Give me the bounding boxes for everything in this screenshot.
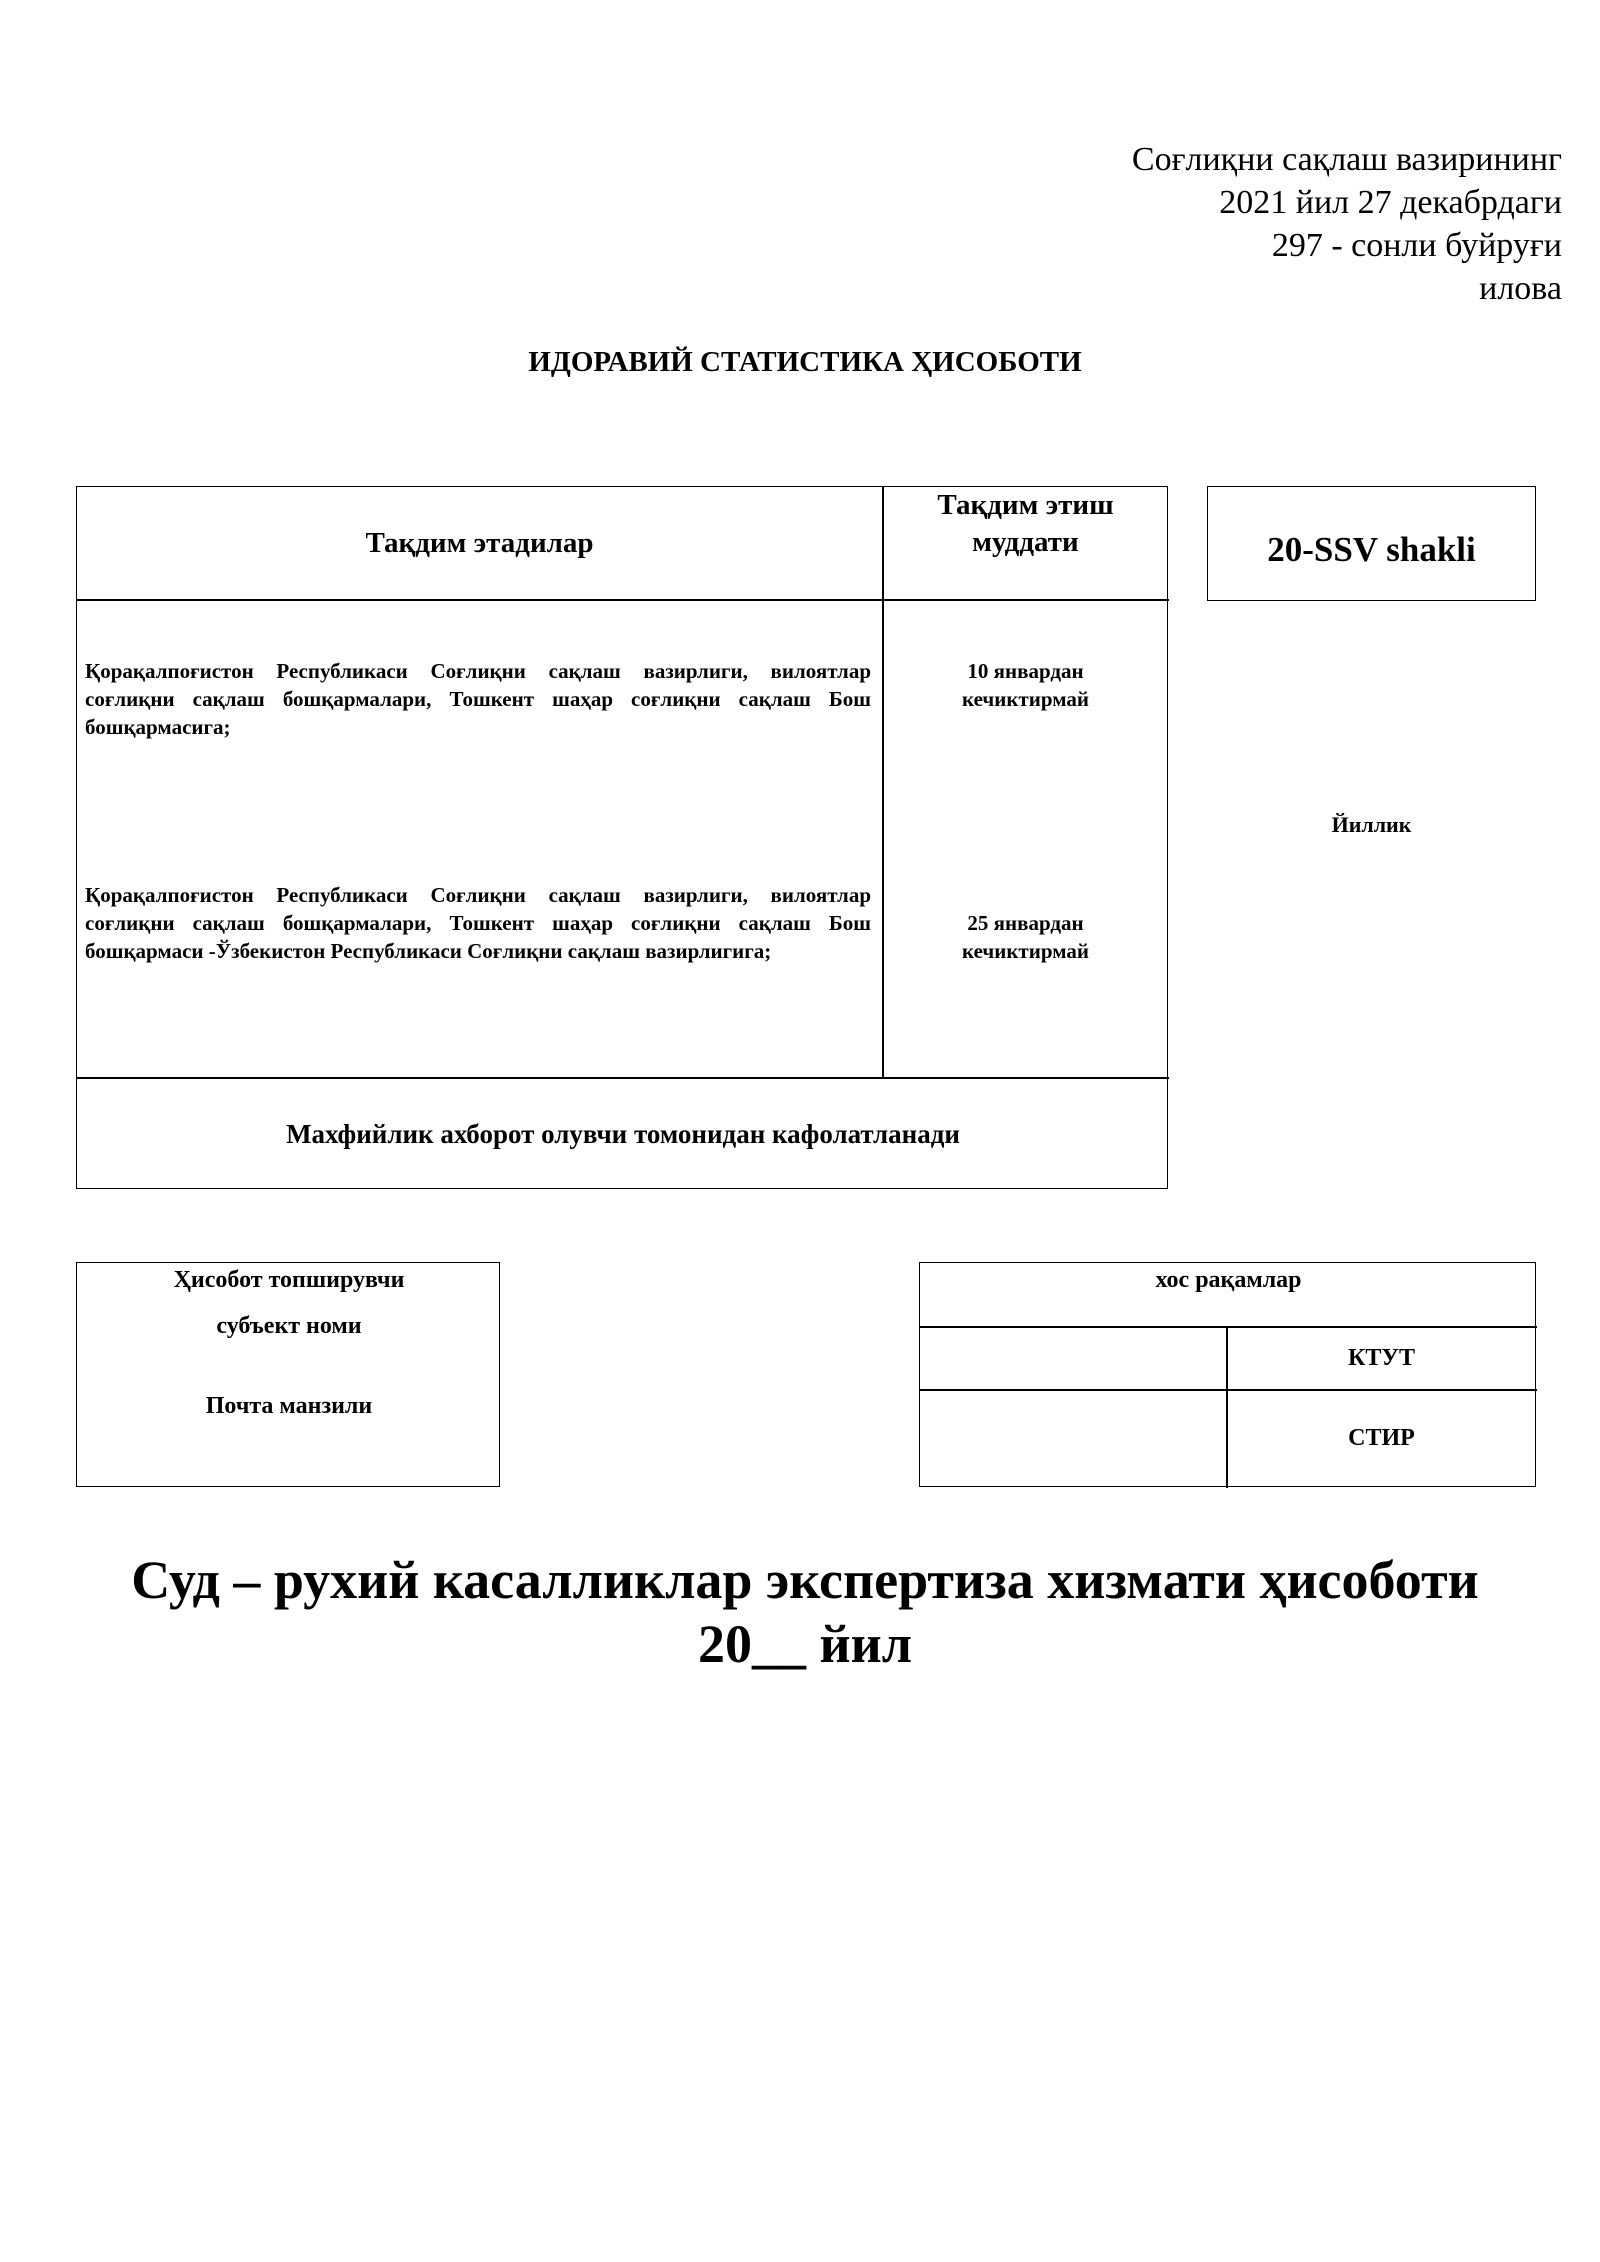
order-reference-line: 297 - сонли буйруғи [1271,227,1562,264]
codes-divider [920,1326,1537,1328]
stir-label: СТИР [1348,1425,1415,1451]
deadline-text [882,909,1169,965]
codes-header: хос рақамлар [1155,1267,1302,1293]
deadline-line: кечиктирмай [962,687,1089,711]
deadline-line: 10 январдан [967,659,1084,683]
subject-label: субъект номи [216,1313,362,1339]
report-title-line: Суд – рухий касалликлар экспертиза хизмати ҳисоботи [131,1550,1479,1610]
order-reference-line: Соғлиқни сақлаш вазирининг [1131,141,1562,178]
subject-label: Ҳисобот топширувчи [173,1267,405,1293]
report-heading: ИДОРАВИЙ СТАТИСТИКА ҲИСОБОТИ [528,346,1082,378]
deadline-line: кечиктирмай [962,939,1089,963]
order-reference-line: 2021 йил 27 декабрдаги [1219,184,1562,221]
deadline-text [882,657,1169,713]
column-header-deadline-line: муддати [972,526,1079,558]
codes-divider [920,1389,1537,1391]
column-header-recipients: Тақдим этадилар [365,526,594,559]
submission-table [76,486,1168,1189]
identification-codes-box [919,1262,1536,1487]
report-title [0,1548,1600,1676]
table-divider [77,599,1169,601]
recipient-text: Қорақалпоғистон Республикаси Соғлиқни сақлаш вазирлиги, вилоятлар соғлиқни сақлаш бошқармалари, Тошкент шаҳар соғлиқни сақлаш Бош бошқармасига; [85,659,871,739]
column-header-deadline [882,487,1169,599]
deadline-line: 25 январдан [967,911,1084,935]
confidentiality-note: Махфийлик ахборот олувчи томонидан кафолатланади [286,1118,960,1149]
recipient-text: Қорақалпоғистон Республикаси Соғлиқни сақлаш вазирлиги, вилоятлар соғлиқни сақлаш бошқармалари, Тошкент шаҳар соғлиқни сақлаш Бош бошқармаси -Ўзбекистон Республикаси Соғлиқни сақлаш вазирлигига; [85,883,871,963]
form-code: 20-SSV shakli [1207,486,1536,601]
subject-box [76,1262,500,1487]
postal-address-label: Почта манзили [205,1393,373,1419]
column-header-deadline-line: Тақдим этиш [937,489,1114,521]
ktut-label: КТУТ [1347,1345,1416,1371]
report-title-year: 20__ йил [697,1614,913,1674]
report-period: Йиллик [1331,812,1412,837]
order-reference [862,138,1562,310]
order-reference-line: илова [1479,270,1562,307]
